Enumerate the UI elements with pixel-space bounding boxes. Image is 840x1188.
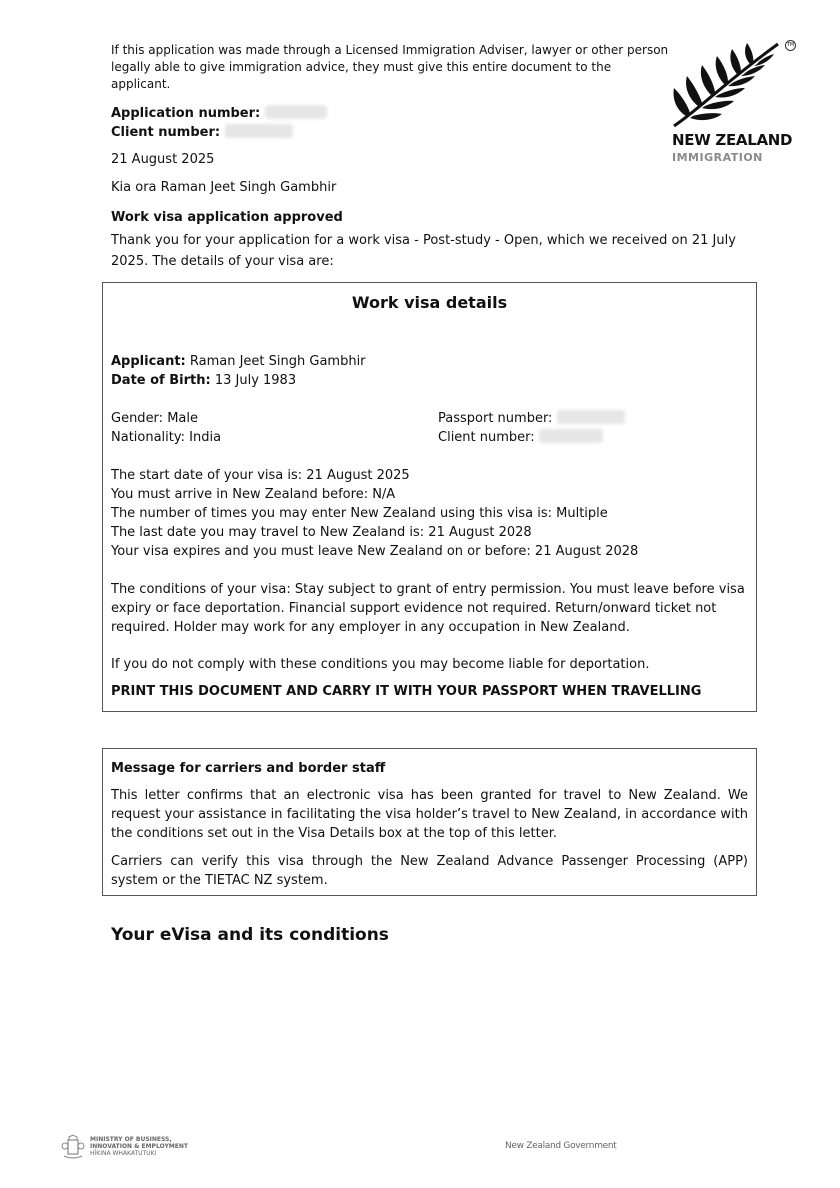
nz-immigration-logo (668, 40, 798, 165)
letter-date: 21 August 2025 (111, 152, 215, 167)
intro-line2: 2025. The details of your visa are: (111, 254, 334, 269)
passport-number-redacted (557, 410, 625, 424)
carrier-message-heading: Message for carriers and border staff (111, 761, 386, 776)
adviser-notice (111, 42, 671, 93)
intro-line1: Thank you for your application for a work visa - Post-study - Open, which we received on 21 July (111, 233, 736, 248)
visa-details-box (102, 282, 757, 712)
ministry-line2: INNOVATION & EMPLOYMENT (90, 1143, 188, 1150)
visa-client-row (438, 428, 603, 447)
applicant-row (111, 352, 366, 371)
nz-government-wordmark: New Zealand Government (505, 1141, 617, 1151)
nz-coat-of-arms-icon (60, 1134, 86, 1160)
application-number (111, 104, 327, 123)
logo-text-new-zealand: NEW ZEALAND (672, 131, 793, 149)
visa-start-date: The start date of your visa is: 21 August 2025 (111, 468, 410, 483)
logo-text-immigration: IMMIGRATION (672, 151, 763, 164)
last-travel-date: The last date you may travel to New Zealand is: 21 August 2028 (111, 525, 532, 540)
print-instruction: PRINT THIS DOCUMENT AND CARRY IT WITH YOUR PASSPORT WHEN TRAVELLING (111, 684, 702, 699)
visa-client-number-redacted (539, 429, 603, 443)
application-number-redacted (265, 105, 327, 119)
passport-row (438, 409, 625, 428)
application-number-label: Application number: (111, 106, 261, 121)
arrival-deadline: You must arrive in New Zealand before: N/A (111, 487, 396, 502)
client-number-redacted (225, 124, 293, 138)
conditions-line1: The conditions of your visa: Stay subject to grant of entry permission. You must leave before visa (111, 582, 745, 597)
ministry-line1: MINISTRY OF BUSINESS, (90, 1136, 172, 1143)
applicant-label: Applicant: (111, 354, 186, 369)
visa-expiry: Your visa expires and you must leave New Zealand on or before: 21 August 2028 (111, 544, 639, 559)
adviser-notice-line1: If this application was made through a Licensed Immigration Adviser, lawyer or other person (111, 43, 669, 57)
carrier-message-para2: Carriers can verify this visa through the New Zealand Advance Passenger Processing (APP) system or the TIETAC NZ system. (111, 854, 748, 888)
greeting: Kia ora Raman Jeet Singh Gambhir (111, 180, 337, 195)
entry-count: The number of times you may enter New Zealand using this visa is: Multiple (111, 506, 608, 521)
client-number-label: Client number: (111, 125, 221, 140)
carrier-message-box (102, 748, 757, 896)
passport-label: Passport number: (438, 411, 553, 426)
client-number (111, 123, 293, 142)
gender: Gender: Male (111, 411, 198, 426)
ministry-logo (60, 1134, 220, 1162)
dob-row (111, 371, 296, 390)
visa-dates (111, 466, 638, 561)
dob-value: 13 July 1983 (214, 373, 297, 388)
conditions-line3: required. Holder may work for any employer in any occupation in New Zealand. (111, 620, 630, 635)
applicant-name: Raman Jeet Singh Gambhir (189, 354, 366, 369)
visa-conditions (111, 580, 745, 637)
conditions-line2: expiry or face deportation. Financial support evidence not required. Return/onward ticket not (111, 601, 717, 616)
intro-text (111, 230, 751, 272)
approval-heading: Work visa application approved (111, 210, 343, 225)
ministry-line3: HĪKINA WHAKATUTUKI (90, 1150, 157, 1157)
evisa-section-heading: Your eVisa and its conditions (111, 925, 389, 945)
visa-client-label: Client number: (438, 430, 535, 445)
ministry-text (90, 1136, 188, 1157)
silver-fern-icon (668, 40, 783, 130)
nationality: Nationality: India (111, 430, 222, 445)
adviser-notice-line2: legally able to give immigration advice, they must give this entire document to the applicant. (111, 60, 612, 91)
comply-warning: If you do not comply with these conditions you may become liable for deportation. (111, 657, 650, 672)
visa-details-title: Work visa details (351, 293, 508, 312)
trademark-mark: TM (785, 40, 796, 51)
dob-label: Date of Birth: (111, 373, 211, 388)
carrier-message-para1: This letter confirms that an electronic visa has been granted for travel to New Zealand. We request your assistance in facilitating the visa holder’s travel to New Zealand, in accordance with the conditions set out in the Visa Details box at the top of this letter. (111, 788, 748, 841)
